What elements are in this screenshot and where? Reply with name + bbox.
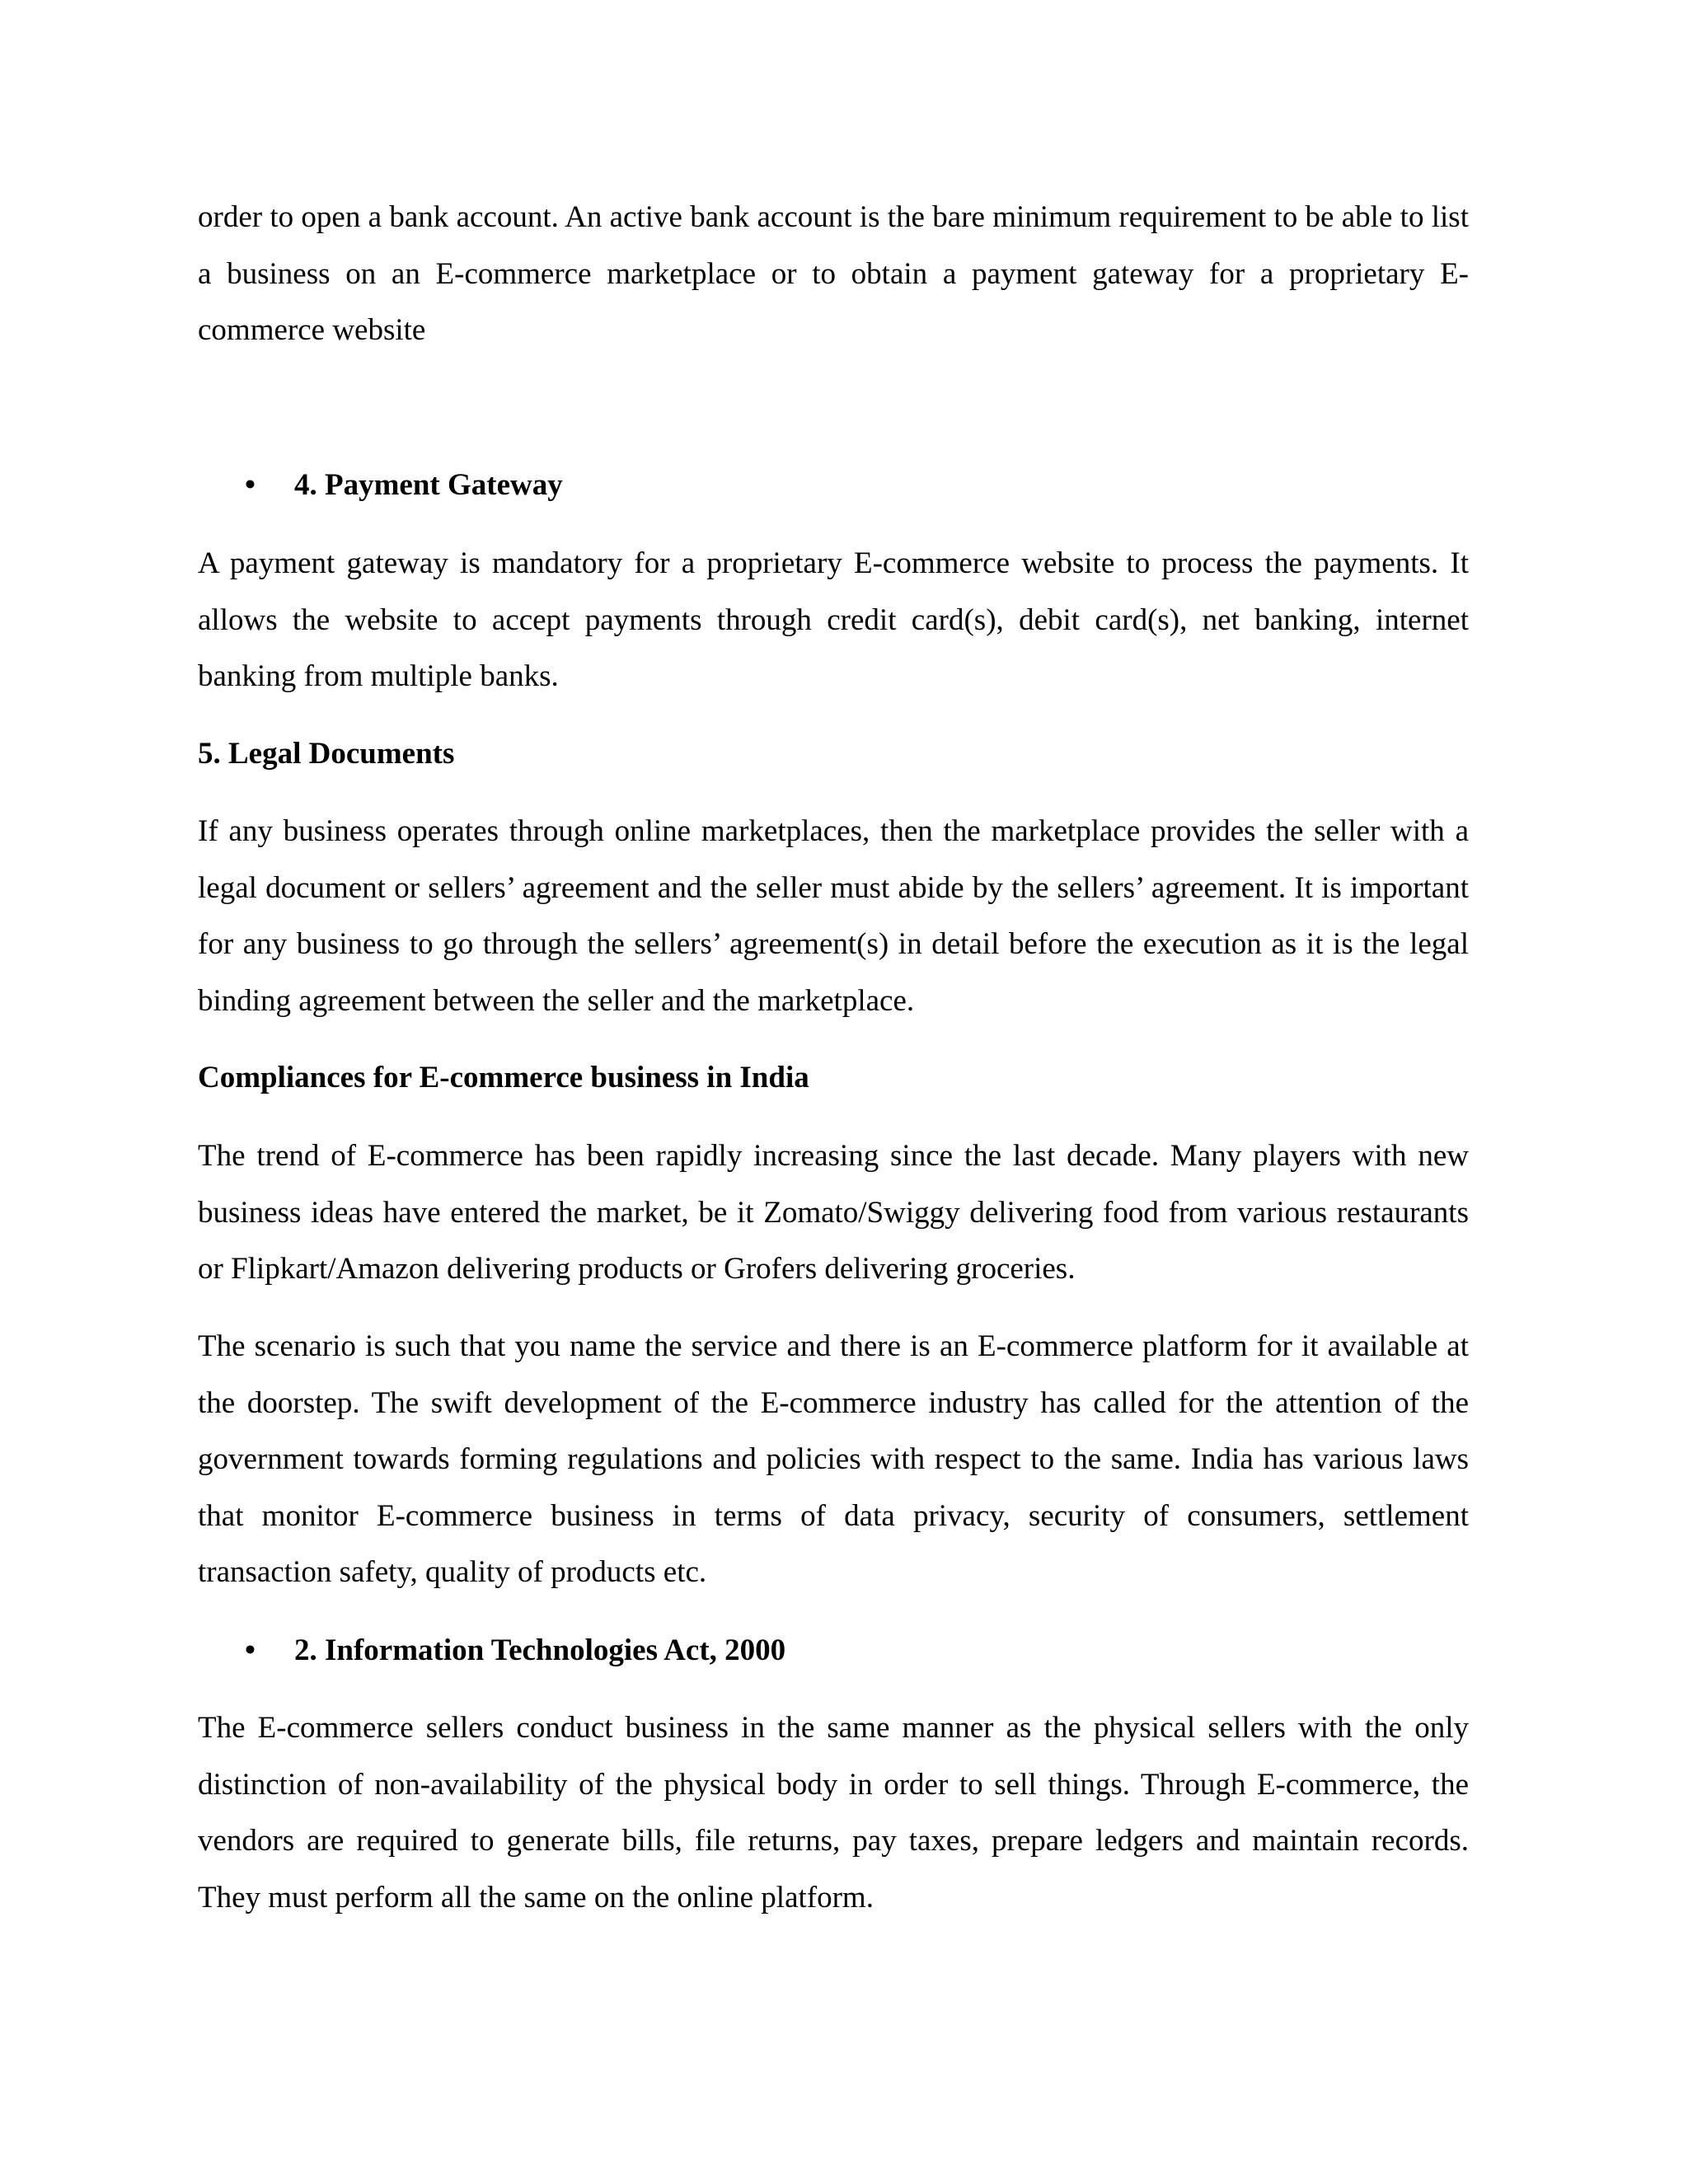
paragraph-scenario: The scenario is such that you name the service and there is an E-commerce platform for it available at the doorstep. The swift development of the E-commerce industry has called for the attention of the government towards forming regulations and policies with respect to the same. India has various laws that monitor E-commerce business in terms of data privacy, security of consumers, settlement transaction safety, quality of products etc. — [198, 1329, 1469, 1589]
paragraph-trend: The trend of E-commerce has been rapidly increasing since the last decade. Many players with new business ideas have entered the market, be it Zomato/Swiggy delivering food from various restaurants or Flipkart/Amazon delivering products or Grofers delivering groceries. — [198, 1139, 1469, 1286]
heading-compliances: Compliances for E-commerce business in India — [198, 1061, 809, 1094]
document-page — [198, 0, 1469, 2184]
paragraph-it-act: The E-commerce sellers conduct business in the same manner as the physical sellers with the only distinction of non-availability of the physical body in order to sell things. Through E-commerce, the vendors are required to generate bills, file returns, pay taxes, prepare ledgers and maintain records. They must perform all the same on the online platform. — [198, 1711, 1469, 1915]
bullet-icon: • — [245, 1633, 256, 1667]
heading-it-act-text: 2. Information Technologies Act, 2000 — [294, 1633, 786, 1667]
paragraph-intro: order to open a bank account. An active bank account is the bare minimum requirement to be able to list a business on an E-commerce marketplace or to obtain a payment gateway for a proprietary E-commerce website — [198, 200, 1469, 347]
paragraph-legal-documents: If any business operates through online marketplaces, then the marketplace provides the seller with a legal document or sellers’ agreement and the seller must abide by the sellers’ agreement. It is important for any business to go through the sellers’ agreement(s) in detail before the execution as it is the legal binding agreement between the seller and the marketplace. — [198, 814, 1469, 1018]
heading-legal-documents: 5. Legal Documents — [198, 737, 455, 771]
bullet-icon: • — [245, 468, 256, 502]
heading-payment-gateway-text: 4. Payment Gateway — [294, 468, 563, 502]
paragraph-payment-gateway: A payment gateway is mandatory for a proprietary E-commerce website to process the payments. It allows the website to accept payments through credit card(s), debit card(s), net banking, internet banking from multiple banks. — [198, 546, 1469, 693]
